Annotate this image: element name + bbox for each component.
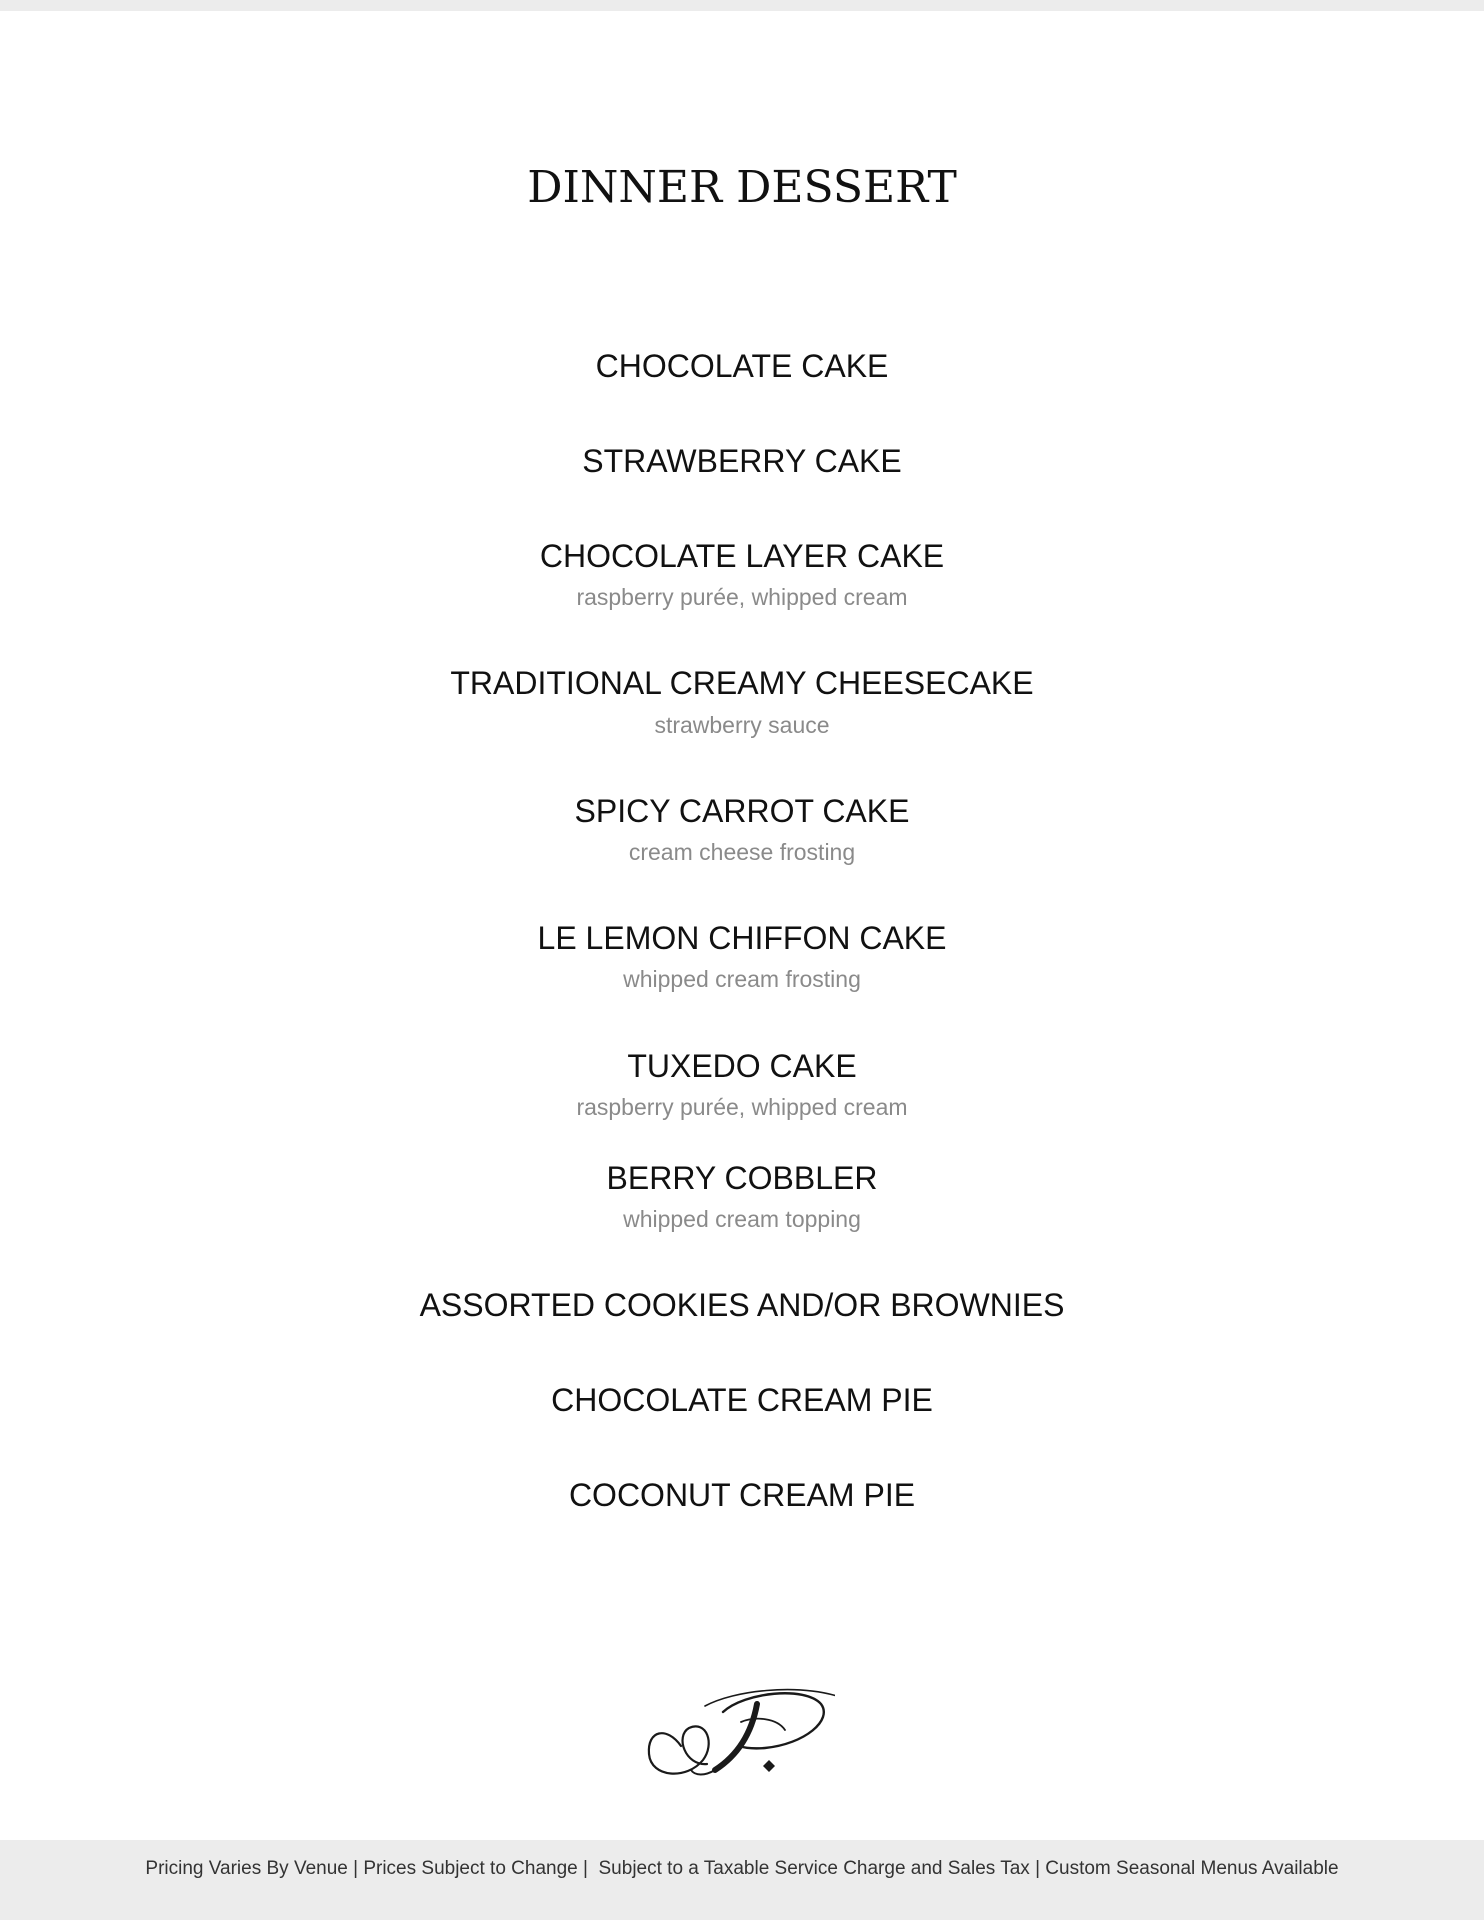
menu-item-name: LE LEMON CHIFFON CAKE — [537, 920, 947, 956]
menu-item-name: TUXEDO CAKE — [627, 1048, 857, 1084]
menu-item-name: CHOCOLATE CAKE — [595, 348, 889, 384]
menu-item-name: TRADITIONAL CREAMY CHEESECAKE — [450, 665, 1034, 701]
menu-item-name: BERRY COBBLER — [606, 1160, 878, 1196]
menu-item-description: raspberry purée, whipped cream — [576, 1094, 908, 1120]
menu-item-description: whipped cream topping — [623, 1206, 861, 1232]
menu-item-name: CHOCOLATE CREAM PIE — [551, 1382, 933, 1418]
menu-item-name: CHOCOLATE LAYER CAKE — [539, 538, 945, 574]
menu-item-description: whipped cream frosting — [623, 966, 861, 992]
footer-bar — [0, 1840, 1484, 1920]
menu-item-name: SPICY CARROT CAKE — [574, 793, 910, 829]
script-p-monogram-icon — [645, 1686, 835, 1782]
menu-item-name: STRAWBERRY CAKE — [582, 443, 902, 479]
menu-item-name: COCONUT CREAM PIE — [568, 1477, 916, 1513]
menu-item-description: raspberry purée, whipped cream — [576, 584, 908, 610]
menu-item-description: strawberry sauce — [654, 712, 830, 738]
top-strip — [0, 0, 1484, 11]
menu-title: DINNER DESSERT — [527, 162, 957, 213]
menu-item-description: cream cheese frosting — [628, 839, 856, 865]
footer-disclaimer: Pricing Varies By Venue | Prices Subject to Change | Subject to a Taxable Service Charge and Sales Tax | Custom Seasonal Menus Available — [145, 1858, 1339, 1879]
menu-item-name: ASSORTED COOKIES AND/OR BROWNIES — [419, 1287, 1065, 1323]
